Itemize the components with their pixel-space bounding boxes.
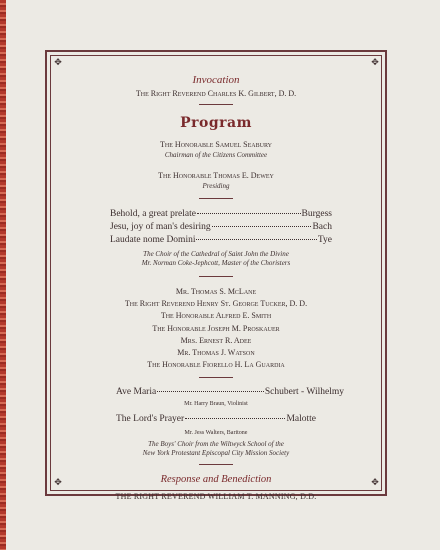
anthem-composer: Tye — [317, 235, 332, 245]
speaker-name: The Honorable Thomas E. Dewey — [158, 171, 274, 180]
music-title: The Lord's Prayer — [116, 414, 185, 425]
closing-officiant: THE RIGHT REVEREND WILLIAM T. MANNING, D.D. — [115, 492, 317, 502]
program-heading: Program — [180, 115, 252, 131]
choir-note: The Choir of the Cathedral of Saint John the Divine — [143, 250, 289, 258]
leader-dots — [212, 226, 312, 227]
speakers-list — [58, 286, 374, 371]
music-performer: Mr. Harry Braun, Violinist — [184, 401, 248, 408]
red-binding-edge — [0, 0, 6, 550]
anthem-list — [58, 208, 374, 247]
cross-ornament-icon: ✥ — [54, 478, 62, 488]
leader-dots — [197, 213, 301, 214]
leader-dots — [196, 239, 316, 240]
music-performer: Mr. Jess Walters, Baritone — [184, 430, 248, 437]
program-content — [58, 62, 374, 502]
divider — [199, 198, 233, 199]
speaker-name: The Honorable Samuel Seabury — [160, 140, 272, 149]
music-composer: Malotte — [286, 414, 316, 425]
music-list — [58, 386, 374, 436]
divider — [199, 377, 233, 378]
speaker-name: Mr. Thomas J. Watson — [177, 348, 255, 358]
cross-ornament-icon: ✥ — [371, 478, 379, 488]
divider — [199, 104, 233, 105]
boys-choir-note: New York Protestant Episcopal City Mission Society — [142, 449, 290, 458]
closing-heading: Response and Benediction — [160, 474, 272, 486]
anthem-title: Laudate nome Domini — [110, 235, 196, 245]
anthem-title: Jesu, joy of man's desiring — [110, 222, 211, 232]
speaker-name: Mrs. Ernest R. Adee — [180, 335, 252, 345]
speaker-name: The Honorable Fiorello H. La Guardia — [147, 360, 285, 370]
cross-ornament-icon: ✥ — [371, 58, 379, 68]
anthem-row — [110, 234, 332, 247]
music-row — [116, 413, 316, 426]
anthem-composer: Burgess — [301, 209, 332, 219]
speaker-name: The Honorable Joseph M. Proskauer — [152, 323, 280, 333]
boys-choir-note: The Boys' Choir from the Wiltwyck School of the — [148, 440, 284, 449]
music-composer: Schubert - Wilhelmy — [264, 387, 344, 398]
anthem-title: Behold, a great prelate — [110, 209, 196, 219]
anthem-composer: Bach — [312, 222, 332, 232]
divider — [199, 464, 233, 465]
invocation-heading: Invocation — [192, 74, 240, 86]
choir-note: Mr. Norman Coke-Jephcott, Master of the Choristers — [141, 259, 291, 267]
invocation-officiant: The Right Reverend Charles K. Gilbert, D. D. — [135, 89, 297, 98]
music-row — [116, 386, 344, 399]
speaker-role: Presiding — [202, 182, 230, 190]
anthem-row — [110, 221, 332, 234]
speaker-role: Chairman of the Citizens Committee — [164, 151, 268, 159]
leader-dots — [157, 391, 264, 392]
speaker-name: The Honorable Alfred E. Smith — [160, 311, 272, 321]
anthem-row — [110, 208, 332, 221]
leader-dots — [185, 418, 285, 419]
speaker-name: The Right Reverend Henry St. George Tucker, D. D. — [124, 299, 308, 309]
cross-ornament-icon: ✥ — [54, 58, 62, 68]
speaker-name: Mr. Thomas S. McLane — [175, 287, 257, 296]
music-title: Ave Maria — [116, 387, 157, 398]
divider — [199, 276, 233, 277]
